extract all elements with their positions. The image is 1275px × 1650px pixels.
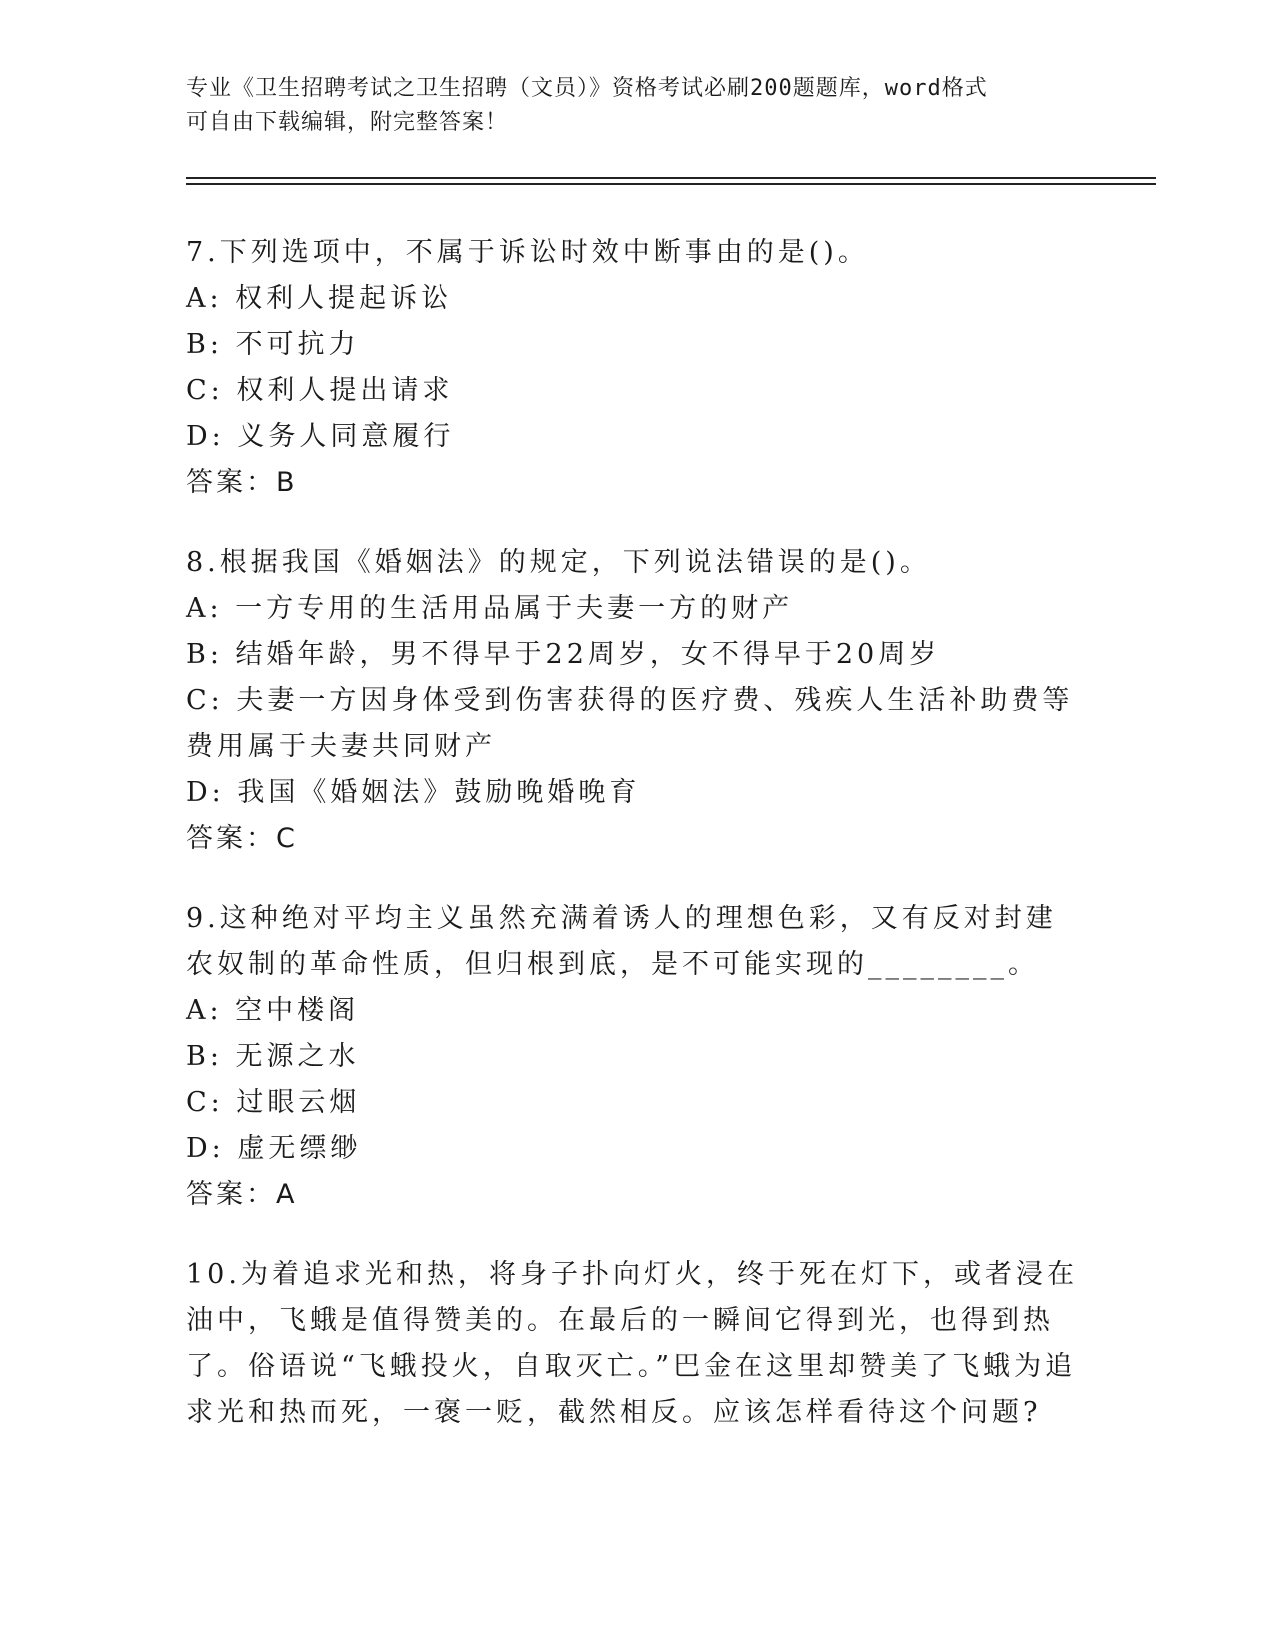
question-9: [186, 896, 1086, 1218]
option-c: C: 过眼云烟: [186, 1087, 361, 1118]
question-8: [186, 540, 1086, 862]
option-c: C: 夫妻一方因身体受到伤害获得的医疗费、残疾人生活补助费等费用属于夫妻共同财产: [186, 685, 1074, 762]
option-d: D: 义务人同意履行: [186, 421, 455, 452]
question-stem: 10.为着追求光和热，将身子扑向灯火，终于死在灯下，或者浸在油中，飞蛾是值得赞美的。在最后的一瞬间它得到光，也得到热了。俗语说“飞蛾投火，自取灭亡。”巴金在这里却赞美了飞蛾为追求光和热而死，一褒一贬，截然相反。应该怎样看待这个问题?: [186, 1259, 1078, 1428]
answer-label: 答案：A: [186, 1179, 298, 1210]
option-a: A: 一方专用的生活用品属于夫妻一方的财产: [186, 593, 794, 624]
answer-label: 答案：C: [186, 823, 298, 854]
question-stem: 8.根据我国《婚姻法》的规定，下列说法错误的是()。: [186, 547, 931, 578]
question-stem: 9.这种绝对平均主义虽然充满着诱人的理想色彩，又有反对封建农奴制的革命性质，但归根到底，是不可能实现的________。: [186, 903, 1057, 980]
option-d: D: 我国《婚姻法》鼓励晚婚晚育: [186, 777, 641, 808]
option-b: B: 结婚年龄，男不得早于22周岁，女不得早于20周岁: [186, 639, 941, 670]
question-10: [186, 1252, 1086, 1436]
answer-label: 答案：B: [186, 467, 298, 498]
question-stem: 7.下列选项中，不属于诉讼时效中断事由的是()。: [186, 237, 869, 268]
question-list: [186, 230, 1086, 1470]
question-7: [186, 230, 1086, 506]
header-line-1: 专业《卫生招聘考试之卫生招聘（文员）》资格考试必刷200题题库，word格式: [186, 76, 988, 101]
header-divider-bottom: [186, 183, 1156, 185]
option-c: C: 权利人提出请求: [186, 375, 454, 406]
option-b: B: 无源之水: [186, 1041, 360, 1072]
header-divider-top: [186, 177, 1156, 179]
option-d: D: 虚无缥缈: [186, 1133, 362, 1164]
option-a: A: 权利人提起诉讼: [186, 283, 453, 314]
option-b: B: 不可抗力: [186, 329, 360, 360]
header-line-2: 可自由下载编辑，附完整答案！: [186, 110, 509, 135]
option-a: A: 空中楼阁: [186, 995, 360, 1026]
document-header: [186, 72, 1066, 140]
